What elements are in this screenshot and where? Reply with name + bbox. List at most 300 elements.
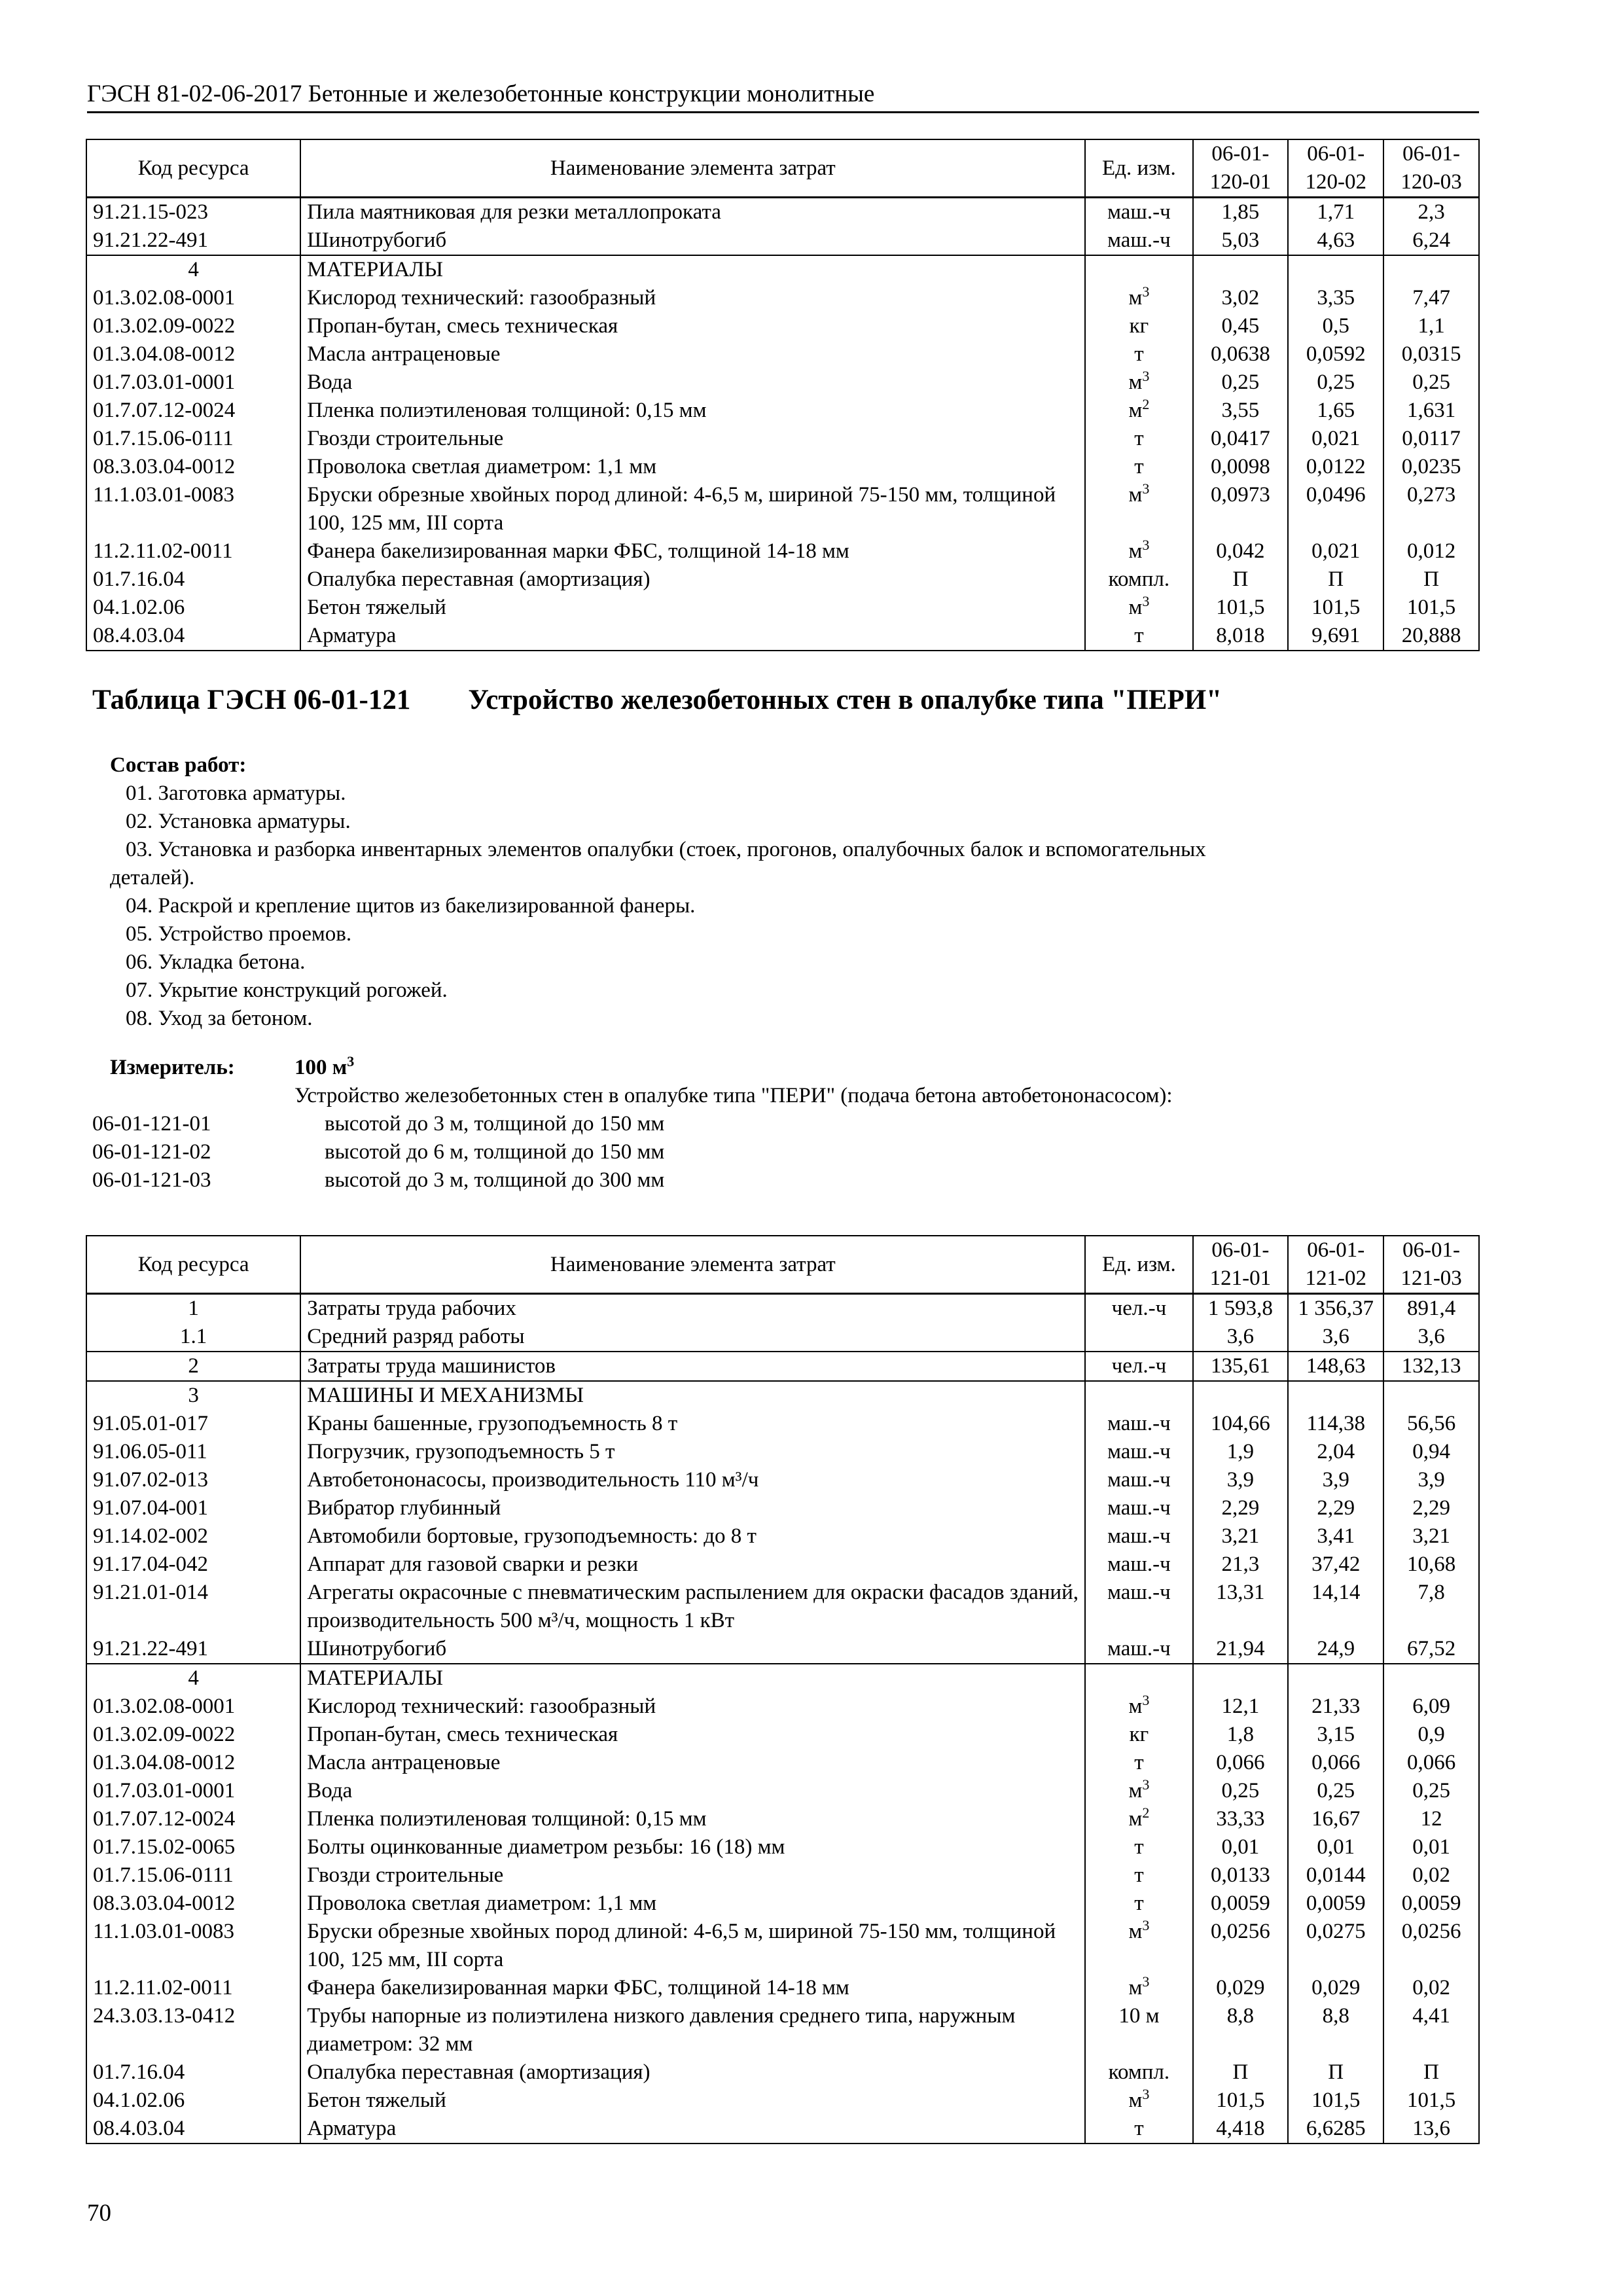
resource-name: Погрузчик, грузоподъемность 5 т: [300, 1438, 1085, 1466]
value-cell: 0,0256: [1383, 1918, 1479, 1974]
value-cell: П: [1193, 2058, 1289, 2087]
value-cell: 3,9: [1288, 1466, 1383, 1494]
resource-code: 01.7.16.04: [86, 2058, 300, 2087]
resource-code: 08.3.03.04-0012: [86, 453, 300, 481]
value-cell: 0,25: [1383, 1777, 1479, 1805]
resource-unit: т: [1085, 2115, 1192, 2144]
resource-code: 01.3.04.08-0012: [86, 340, 300, 368]
resource-code: 91.21.01-014: [86, 1579, 300, 1635]
resource-code: 91.21.15-023: [86, 198, 300, 227]
resource-code: 4: [86, 255, 300, 284]
value-cell: 0,029: [1193, 1974, 1289, 2002]
value-cell: 0,066: [1383, 1749, 1479, 1777]
table-row: [86, 1410, 1479, 1438]
value-cell: 0,25: [1288, 1777, 1383, 1805]
table-row: [86, 1749, 1479, 1777]
column-header-unit: Ед. изм.: [1085, 1236, 1192, 1294]
works-item: 08. Уход за бетоном.: [126, 1007, 313, 1030]
column-header-code: Код ресурса: [86, 1236, 300, 1294]
works-item: 06. Укладка бетона.: [126, 950, 306, 974]
variants-description: Устройство железобетонных стен в опалубке типа "ПЕРИ" (подача бетона автобетононасосом):: [294, 1084, 1173, 1107]
resource-name: Шинотрубогиб: [300, 1635, 1085, 1664]
resource-unit: маш.-ч: [1085, 198, 1192, 227]
resource-unit: маш.-ч: [1085, 226, 1192, 255]
column-header-name: Наименование элемента затрат: [300, 1236, 1085, 1294]
value-cell: 0,01: [1288, 1833, 1383, 1861]
table-row: [86, 1579, 1479, 1635]
value-cell: 37,42: [1288, 1551, 1383, 1579]
value-cell: 0,01: [1383, 1833, 1479, 1861]
value-cell: 7,47: [1383, 284, 1479, 312]
value-cell: 0,02: [1383, 1974, 1479, 2002]
value-cell: 1 356,37: [1288, 1294, 1383, 1323]
resource-table-121: [86, 1235, 1480, 2144]
value-cell: [1288, 255, 1383, 284]
value-cell: 1,1: [1383, 312, 1479, 340]
value-cell: 21,94: [1193, 1635, 1289, 1664]
resource-code: 24.3.03.13-0412: [86, 2002, 300, 2058]
resource-name: Опалубка переставная (амортизация): [300, 565, 1085, 594]
resource-unit: $м^3$: [1085, 537, 1192, 565]
resource-unit: $м^2$: [1085, 1805, 1192, 1833]
works-item: 07. Укрытие конструкций рогожей.: [126, 978, 448, 1002]
resource-name: Фанера бакелизированная марки ФБС, толщиной 14-18 мм: [300, 537, 1085, 565]
resource-unit: маш.-ч: [1085, 1410, 1192, 1438]
works-item: 02. Установка арматуры.: [126, 810, 351, 833]
variant-row: [92, 1110, 1173, 1138]
value-cell: 8,8: [1288, 2002, 1383, 2058]
value-cell: П: [1288, 565, 1383, 594]
value-cell: 148,63: [1288, 1352, 1383, 1381]
resource-code: 4: [86, 1664, 300, 1693]
resource-unit: т: [1085, 1833, 1192, 1861]
variant-text: высотой до 3 м, толщиной до 150 мм: [325, 1112, 665, 1136]
value-cell: 2,29: [1383, 1494, 1479, 1522]
value-cell: 101,5: [1193, 594, 1289, 622]
value-cell: [1288, 1664, 1383, 1693]
variants: [92, 1082, 1173, 1194]
works-item: 01. Заготовка арматуры.: [126, 781, 346, 805]
value-cell: 0,0117: [1383, 425, 1479, 453]
value-cell: 1,8: [1193, 1721, 1289, 1749]
table-row: [86, 1635, 1479, 1664]
value-cell: 1,631: [1383, 397, 1479, 425]
resource-code: 1: [86, 1294, 300, 1323]
resource-name: Пила маятниковая для резки металлопроката: [300, 198, 1085, 227]
resource-name: Краны башенные, грузоподъемность 8 т: [300, 1410, 1085, 1438]
page-header: ГЭСН 81-02-06-2017 Бетонные и железобетонные конструкции монолитные: [87, 77, 1479, 113]
meter-label: Измеритель:: [110, 1056, 235, 1079]
value-cell: 0,029: [1288, 1974, 1383, 2002]
table-row: [86, 453, 1479, 481]
resource-unit: т: [1085, 425, 1192, 453]
value-cell: 10,68: [1383, 1551, 1479, 1579]
value-cell: 0,25: [1193, 368, 1289, 397]
resource-unit: [1085, 1323, 1192, 1352]
value-cell: 101,5: [1288, 2087, 1383, 2115]
resource-code: 01.7.03.01-0001: [86, 368, 300, 397]
resource-unit: маш.-ч: [1085, 1579, 1192, 1635]
resource-name: Вибратор глубинный: [300, 1494, 1085, 1522]
column-header-code: Код ресурса: [86, 139, 300, 198]
resource-unit: маш.-ч: [1085, 1522, 1192, 1551]
resource-unit: т: [1085, 1890, 1192, 1918]
value-cell: 9,691: [1288, 622, 1383, 651]
value-cell: 0,0122: [1288, 453, 1383, 481]
value-cell: 0,021: [1288, 537, 1383, 565]
resource-code: 91.14.02-002: [86, 1522, 300, 1551]
table-row: [86, 1352, 1479, 1381]
resource-name: Опалубка переставная (амортизация): [300, 2058, 1085, 2087]
value-cell: 56,56: [1383, 1410, 1479, 1438]
resource-unit: $м^3$: [1085, 284, 1192, 312]
value-cell: 135,61: [1193, 1352, 1289, 1381]
value-cell: П: [1193, 565, 1289, 594]
table-row: [86, 1805, 1479, 1833]
table-row: [86, 1294, 1479, 1323]
value-cell: П: [1288, 2058, 1383, 2087]
meter: [110, 1054, 354, 1082]
value-cell: 0,0133: [1193, 1861, 1289, 1890]
resource-name: Кислород технический: газообразный: [300, 1693, 1085, 1721]
value-cell: 101,5: [1383, 2087, 1479, 2115]
page-number: 70: [87, 2200, 111, 2227]
resource-name: Бетон тяжелый: [300, 594, 1085, 622]
value-cell: 0,0235: [1383, 453, 1479, 481]
table-row: [86, 312, 1479, 340]
works-item: деталей).: [110, 866, 195, 889]
column-header-unit: Ед. изм.: [1085, 139, 1192, 198]
resource-name: Пленка полиэтиленовая толщиной: 0,15 мм: [300, 1805, 1085, 1833]
table-row: [86, 226, 1479, 255]
variant-code: 06-01-121-03: [92, 1168, 211, 1192]
value-cell: 0,0059: [1383, 1890, 1479, 1918]
value-cell: 67,52: [1383, 1635, 1479, 1664]
value-cell: 13,31: [1193, 1579, 1289, 1635]
resource-name: Арматура: [300, 622, 1085, 651]
value-cell: 6,09: [1383, 1693, 1479, 1721]
column-header-v2: 06-01- 121-02: [1288, 1236, 1383, 1294]
table-row: [86, 284, 1479, 312]
variant-text: высотой до 6 м, толщиной до 150 мм: [325, 1140, 665, 1164]
column-header-v1: 06-01- 121-01: [1193, 1236, 1289, 1294]
value-cell: [1383, 1381, 1479, 1410]
column-header-v3: 06-01- 120-03: [1383, 139, 1479, 198]
value-cell: 12: [1383, 1805, 1479, 1833]
value-cell: 2,29: [1288, 1494, 1383, 1522]
value-cell: 0,0315: [1383, 340, 1479, 368]
column-header-v1: 06-01- 120-01: [1193, 139, 1289, 198]
resource-code: 2: [86, 1352, 300, 1381]
resource-code: 91.17.04-042: [86, 1551, 300, 1579]
resource-unit: т: [1085, 622, 1192, 651]
value-cell: 8,8: [1193, 2002, 1289, 2058]
resource-unit: [1085, 1381, 1192, 1410]
resource-code: 08.4.03.04: [86, 622, 300, 651]
value-cell: 20,888: [1383, 622, 1479, 651]
resource-code: 1.1: [86, 1323, 300, 1352]
resource-code: 11.1.03.01-0083: [86, 1918, 300, 1974]
value-cell: 0,25: [1193, 1777, 1289, 1805]
resource-name: Вода: [300, 1777, 1085, 1805]
value-cell: 0,25: [1288, 368, 1383, 397]
table-row: [86, 2002, 1479, 2058]
resource-unit: т: [1085, 1861, 1192, 1890]
resource-code: 01.7.03.01-0001: [86, 1777, 300, 1805]
value-cell: 0,01: [1193, 1833, 1289, 1861]
resource-unit: кг: [1085, 1721, 1192, 1749]
resource-unit: $м^3$: [1085, 481, 1192, 537]
resource-name: МАТЕРИАЛЫ: [300, 1664, 1085, 1693]
value-cell: 0,0059: [1193, 1890, 1289, 1918]
resource-code: 01.7.07.12-0024: [86, 397, 300, 425]
table-row: [86, 1693, 1479, 1721]
value-cell: 0,45: [1193, 312, 1289, 340]
table-title-label: Таблица ГЭСН 06-01-121: [92, 685, 411, 715]
value-cell: 0,066: [1193, 1749, 1289, 1777]
value-cell: 3,6: [1383, 1323, 1479, 1352]
value-cell: 2,29: [1193, 1494, 1289, 1522]
table-row: [86, 594, 1479, 622]
value-cell: 0,0973: [1193, 481, 1289, 537]
value-cell: 13,6: [1383, 2115, 1479, 2144]
value-cell: 3,35: [1288, 284, 1383, 312]
table-title: [92, 681, 1222, 720]
table-row: [86, 1974, 1479, 2002]
table-row: [86, 2115, 1479, 2144]
value-cell: 21,3: [1193, 1551, 1289, 1579]
resource-unit: т: [1085, 340, 1192, 368]
table-header-row: [86, 139, 1479, 198]
value-cell: [1383, 1664, 1479, 1693]
column-header-v3: 06-01- 121-03: [1383, 1236, 1479, 1294]
resource-unit: 10 м: [1085, 2002, 1192, 2058]
resource-name: Пропан-бутан, смесь техническая: [300, 312, 1085, 340]
resource-code: 01.3.04.08-0012: [86, 1749, 300, 1777]
value-cell: 0,0059: [1288, 1890, 1383, 1918]
resource-name: Затраты труда рабочих: [300, 1294, 1085, 1323]
value-cell: 3,21: [1193, 1522, 1289, 1551]
value-cell: 1,71: [1288, 198, 1383, 227]
value-cell: 7,8: [1383, 1579, 1479, 1635]
value-cell: 3,15: [1288, 1721, 1383, 1749]
resource-code: 91.07.04-001: [86, 1494, 300, 1522]
resource-name: Бруски обрезные хвойных пород длиной: 4-6,5 м, шириной 75-150 мм, толщиной 100, 125 мм, III сорта: [300, 1918, 1085, 1974]
resource-unit: $м^3$: [1085, 1693, 1192, 1721]
value-cell: 0,0638: [1193, 340, 1289, 368]
resource-code: 91.06.05-011: [86, 1438, 300, 1466]
resource-code: 01.3.02.09-0022: [86, 1721, 300, 1749]
resource-name: Болты оцинкованные диаметром резьбы: 16 (18) мм: [300, 1833, 1085, 1861]
value-cell: 0,066: [1288, 1749, 1383, 1777]
value-cell: 3,55: [1193, 397, 1289, 425]
table-row: [86, 1777, 1479, 1805]
resource-name: Пропан-бутан, смесь техническая: [300, 1721, 1085, 1749]
value-cell: [1288, 1381, 1383, 1410]
column-header-v2: 06-01- 120-02: [1288, 139, 1383, 198]
value-cell: 0,0417: [1193, 425, 1289, 453]
resource-unit: [1085, 1664, 1192, 1693]
value-cell: 0,0592: [1288, 340, 1383, 368]
table-row: [86, 425, 1479, 453]
value-cell: 0,012: [1383, 537, 1479, 565]
value-cell: 0,021: [1288, 425, 1383, 453]
resource-name: Проволока светлая диаметром: 1,1 мм: [300, 453, 1085, 481]
resource-name: Масла антраценовые: [300, 340, 1085, 368]
resource-code: 91.07.02-013: [86, 1466, 300, 1494]
value-cell: 0,0275: [1288, 1918, 1383, 1974]
value-cell: 3,21: [1383, 1522, 1479, 1551]
value-cell: П: [1383, 2058, 1479, 2087]
resource-name: Автомобили бортовые, грузоподъемность: до 8 т: [300, 1522, 1085, 1551]
resource-name: Автобетононасосы, производительность 110 м³/ч: [300, 1466, 1085, 1494]
value-cell: 101,5: [1193, 2087, 1289, 2115]
resource-name: Бруски обрезные хвойных пород длиной: 4-6,5 м, шириной 75-150 мм, толщиной 100, 125 мм, III сорта: [300, 481, 1085, 537]
resource-unit: [1085, 255, 1192, 284]
resource-code: 11.2.11.02-0011: [86, 537, 300, 565]
table-row: [86, 2087, 1479, 2115]
section-row: [86, 1664, 1479, 1693]
value-cell: 0,273: [1383, 481, 1479, 537]
table-row: [86, 1323, 1479, 1352]
resource-name: Пленка полиэтиленовая толщиной: 0,15 мм: [300, 397, 1085, 425]
table-row: [86, 368, 1479, 397]
table-row: [86, 1466, 1479, 1494]
resource-name: Вода: [300, 368, 1085, 397]
resource-code: 01.7.07.12-0024: [86, 1805, 300, 1833]
value-cell: П: [1383, 565, 1479, 594]
resource-unit: $м^3$: [1085, 368, 1192, 397]
value-cell: 1,85: [1193, 198, 1289, 227]
value-cell: 33,33: [1193, 1805, 1289, 1833]
value-cell: [1193, 255, 1289, 284]
resource-code: 01.7.16.04: [86, 565, 300, 594]
resource-name: Арматура: [300, 2115, 1085, 2144]
resource-code: 91.05.01-017: [86, 1410, 300, 1438]
table-row: [86, 397, 1479, 425]
resource-unit: $м^3$: [1085, 594, 1192, 622]
resource-name: Гвозди строительные: [300, 425, 1085, 453]
value-cell: 3,41: [1288, 1522, 1383, 1551]
value-cell: 0,25: [1383, 368, 1479, 397]
resource-unit: кг: [1085, 312, 1192, 340]
variant-text: высотой до 3 м, толщиной до 300 мм: [325, 1168, 665, 1192]
resource-code: 04.1.02.06: [86, 594, 300, 622]
table-row: [86, 340, 1479, 368]
resource-unit: маш.-ч: [1085, 1466, 1192, 1494]
table-row: [86, 1833, 1479, 1861]
value-cell: 6,6285: [1288, 2115, 1383, 2144]
value-cell: 3,9: [1193, 1466, 1289, 1494]
resource-name: Затраты труда машинистов: [300, 1352, 1085, 1381]
resource-code: 91.21.22-491: [86, 226, 300, 255]
table-row: [86, 1890, 1479, 1918]
table-row: [86, 1494, 1479, 1522]
resource-code: 01.7.15.06-0111: [86, 425, 300, 453]
section-row: [86, 255, 1479, 284]
value-cell: 16,67: [1288, 1805, 1383, 1833]
resource-code: 08.4.03.04: [86, 2115, 300, 2144]
value-cell: 0,0098: [1193, 453, 1289, 481]
value-cell: [1193, 1664, 1289, 1693]
resource-name: Аппарат для газовой сварки и резки: [300, 1551, 1085, 1579]
resource-unit: маш.-ч: [1085, 1635, 1192, 1664]
resource-unit: т: [1085, 453, 1192, 481]
value-cell: 101,5: [1383, 594, 1479, 622]
resource-name: Гвозди строительные: [300, 1861, 1085, 1890]
table-row: [86, 1522, 1479, 1551]
resource-name: Кислород технический: газообразный: [300, 284, 1085, 312]
value-cell: 3,02: [1193, 284, 1289, 312]
resource-unit: $м^3$: [1085, 1974, 1192, 2002]
resource-code: 3: [86, 1381, 300, 1410]
table-header-row: [86, 1236, 1479, 1294]
resource-unit: маш.-ч: [1085, 1438, 1192, 1466]
section-row: [86, 1381, 1479, 1410]
column-header-name: Наименование элемента затрат: [300, 139, 1085, 198]
value-cell: 104,66: [1193, 1410, 1289, 1438]
table-row: [86, 1918, 1479, 1974]
resource-code: 11.1.03.01-0083: [86, 481, 300, 537]
resource-name: Масла антраценовые: [300, 1749, 1085, 1777]
resource-code: 08.3.03.04-0012: [86, 1890, 300, 1918]
works-item: 05. Устройство проемов.: [126, 922, 352, 946]
value-cell: 891,4: [1383, 1294, 1479, 1323]
value-cell: 2,3: [1383, 198, 1479, 227]
resource-name: Шинотрубогиб: [300, 226, 1085, 255]
value-cell: 1 593,8: [1193, 1294, 1289, 1323]
value-cell: [1193, 1381, 1289, 1410]
value-cell: 6,24: [1383, 226, 1479, 255]
resource-name: Фанера бакелизированная марки ФБС, толщиной 14-18 мм: [300, 1974, 1085, 2002]
value-cell: 14,14: [1288, 1579, 1383, 1635]
resource-code: 01.7.15.02-0065: [86, 1833, 300, 1861]
value-cell: 3,9: [1383, 1466, 1479, 1494]
value-cell: 114,38: [1288, 1410, 1383, 1438]
table-row: [86, 1438, 1479, 1466]
resource-code: 04.1.02.06: [86, 2087, 300, 2115]
variant-row: [92, 1138, 1173, 1166]
value-cell: 0,02: [1383, 1861, 1479, 1890]
value-cell: 0,94: [1383, 1438, 1479, 1466]
value-cell: 0,0256: [1193, 1918, 1289, 1974]
works-label: Состав работ:: [110, 753, 247, 777]
resource-name: МАТЕРИАЛЫ: [300, 255, 1085, 284]
value-cell: 132,13: [1383, 1352, 1479, 1381]
value-cell: 24,9: [1288, 1635, 1383, 1664]
value-cell: 2,04: [1288, 1438, 1383, 1466]
value-cell: 12,1: [1193, 1693, 1289, 1721]
table-row: [86, 1551, 1479, 1579]
resource-table-120: [86, 139, 1480, 651]
table-row: [86, 2058, 1479, 2087]
resource-unit: маш.-ч: [1085, 1494, 1192, 1522]
table-row: [86, 622, 1479, 651]
value-cell: 3,6: [1193, 1323, 1289, 1352]
value-cell: 0,5: [1288, 312, 1383, 340]
value-cell: 21,33: [1288, 1693, 1383, 1721]
resource-name: Агрегаты окрасочные с пневматическим распылением для окраски фасадов зданий, производительность 500 м³/ч, мощность 1 кВт: [300, 1579, 1085, 1635]
works-item: 04. Раскрой и крепление щитов из бакелизированной фанеры.: [126, 894, 696, 918]
table-row: [86, 537, 1479, 565]
value-cell: 0,9: [1383, 1721, 1479, 1749]
value-cell: 4,41: [1383, 2002, 1479, 2058]
resource-unit: чел.-ч: [1085, 1352, 1192, 1381]
table-row: [86, 1861, 1479, 1890]
resource-unit: компл.: [1085, 565, 1192, 594]
table-row: [86, 198, 1479, 227]
resource-code: 01.3.02.08-0001: [86, 1693, 300, 1721]
